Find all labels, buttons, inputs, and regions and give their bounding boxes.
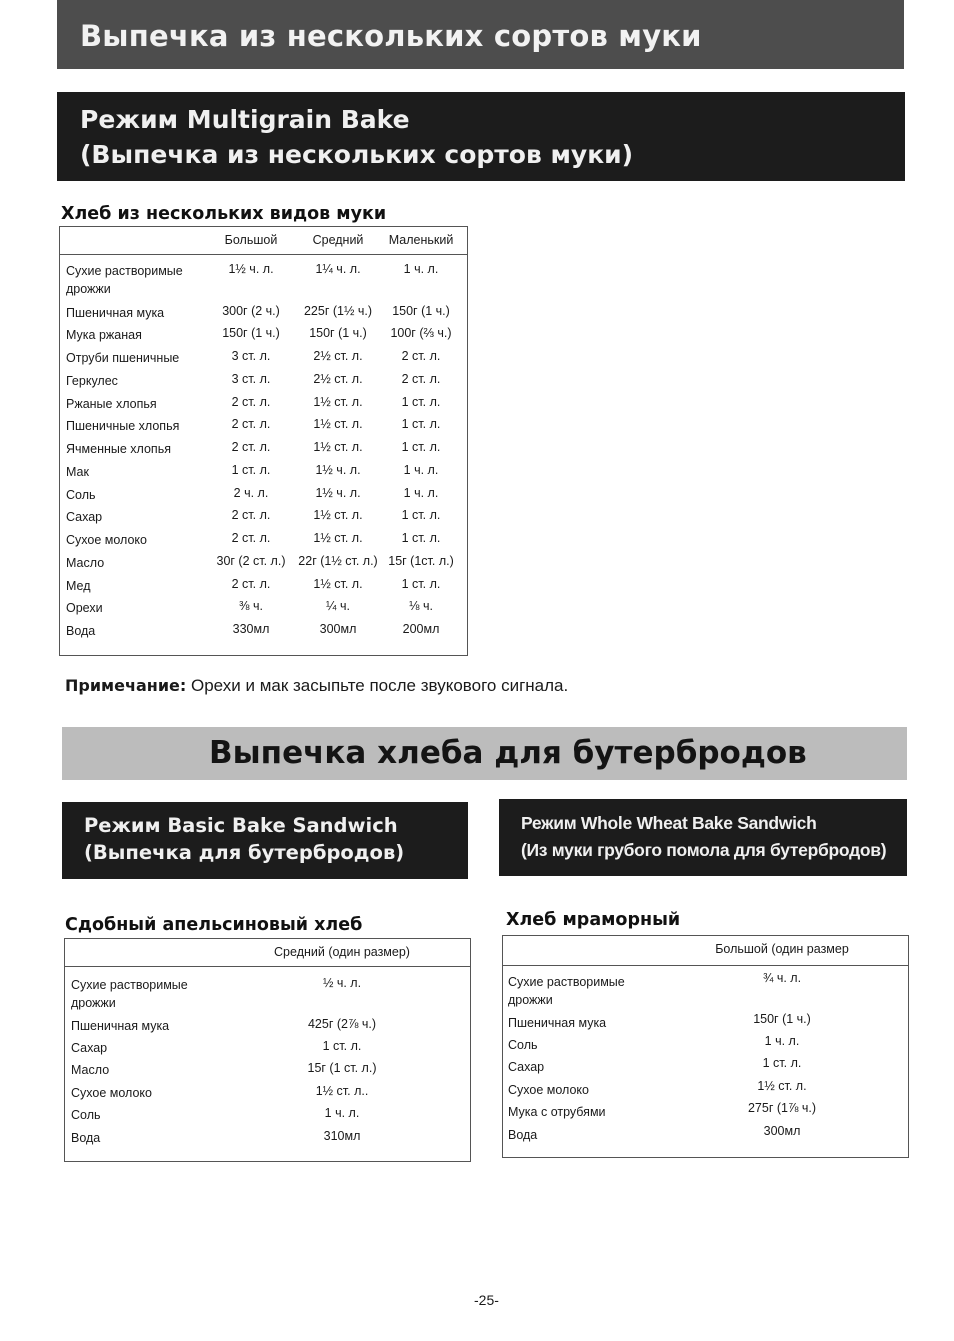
- ingredient-name: Сухие растворимые: [71, 978, 188, 992]
- ingredient-amount: 2 ст. л.: [401, 372, 441, 386]
- ingredient-amount: 1 ст. л.: [401, 395, 441, 409]
- column-header: Большой: [224, 233, 278, 247]
- multigrain-mode-line2: (Выпечка из нескольких сортов муки): [80, 140, 634, 169]
- ingredient-amount: 150г (1 ч.): [753, 1012, 811, 1026]
- ingredient-name: Отруби пшеничные: [66, 351, 180, 365]
- ingredient-name: Сухое молоко: [66, 533, 147, 547]
- ingredient-amount: 1¼ ч. л.: [315, 262, 361, 276]
- ingredient-amount: 1 ст. л.: [401, 440, 441, 454]
- sandwich-section-title: Выпечка хлеба для бутербродов: [62, 727, 907, 780]
- ingredient-amount: 2½ ст. л.: [313, 372, 363, 386]
- ingredient-name: Мука с отрубями: [508, 1105, 606, 1119]
- marble-table-title: Хлеб мраморный: [506, 910, 681, 930]
- ingredient-amount: 2 ст. л.: [231, 395, 271, 409]
- ingredient-amount: 1 ст. л.: [401, 508, 441, 522]
- ingredient-amount: 1½ ст. л.: [313, 577, 363, 591]
- ingredient-amount: 1 ч. л.: [403, 486, 439, 500]
- ingredient-amount: 15г (1ст. л.): [388, 554, 454, 568]
- basic-sandwich-mode-line1: Режим Basic Bake Sandwich: [84, 814, 398, 837]
- ingredient-name: Соль: [71, 1108, 101, 1122]
- ingredient-amount: 150г (1 ч.): [392, 304, 450, 318]
- ingredient-name: Масло: [71, 1063, 110, 1077]
- basic-sandwich-mode-heading: [62, 802, 468, 879]
- ingredient-name: Ячменные хлопья: [66, 442, 171, 456]
- column-header: Средний: [312, 233, 364, 247]
- column-header: Средний (один размер): [274, 945, 410, 959]
- ingredient-name: Сухое молоко: [71, 1086, 152, 1100]
- ingredient-name: дрожжи: [508, 993, 553, 1007]
- column-header: Большой (один размер: [715, 942, 849, 956]
- ingredient-amount: 310мл: [323, 1129, 361, 1143]
- ingredient-name: Пшеничная мука: [508, 1016, 607, 1030]
- ingredient-amount: 1 ч. л.: [403, 262, 439, 276]
- ingredient-amount: 100г (⅔ ч.): [390, 326, 452, 340]
- ingredient-amount: 1 ст. л.: [401, 417, 441, 431]
- ingredient-amount: 2½ ст. л.: [313, 349, 363, 363]
- ingredient-amount: 3 ст. л.: [231, 349, 271, 363]
- ingredient-amount: 2 ч. л.: [233, 486, 269, 500]
- multigrain-mode-line1: Режим Multigrain Bake: [80, 105, 410, 134]
- ingredient-amount: 1 ч. л.: [324, 1106, 360, 1120]
- ingredient-amount: 1 ст. л.: [401, 577, 441, 591]
- basic-sandwich-mode-line2: (Выпечка для бутербродов): [84, 841, 405, 864]
- ingredient-amount: ⅜ ч.: [239, 599, 263, 613]
- ingredient-name: Вода: [508, 1128, 538, 1142]
- ingredient-amount: 300мл: [319, 622, 357, 636]
- ingredient-name: Геркулес: [66, 374, 118, 388]
- multigrain-table-title: Хлеб из нескольких видов муки: [61, 204, 387, 224]
- ingredient-name: Мука ржаная: [66, 328, 142, 342]
- ingredient-amount: 1½ ст. л.: [313, 531, 363, 545]
- ingredient-amount: 1½ ч. л.: [228, 262, 274, 276]
- ingredient-amount: 1 ч. л.: [764, 1034, 800, 1048]
- ingredient-name: Мед: [66, 579, 91, 593]
- note-text: Орехи и мак засыпьте после звукового сигнала.: [186, 676, 569, 695]
- ingredient-name: Сахар: [508, 1060, 545, 1074]
- note-label: Примечание:: [65, 676, 187, 695]
- ingredient-name: Сухое молоко: [508, 1083, 589, 1097]
- page-title: Выпечка из нескольких сортов муки: [57, 0, 904, 69]
- ingredient-amount: 1 ст. л.: [322, 1039, 362, 1053]
- ingredient-amount: 300г (2 ч.): [222, 304, 280, 318]
- ingredient-amount: 2 ст. л.: [231, 577, 271, 591]
- orange-table: [64, 938, 471, 1162]
- whole-sandwich-mode-heading: [499, 799, 907, 876]
- ingredient-name: Сухие растворимые: [508, 975, 625, 989]
- ingredient-amount: 1½ ст. л.: [313, 395, 363, 409]
- marble-table: [502, 935, 909, 1158]
- ingredient-amount: ⅛ ч.: [409, 599, 433, 613]
- ingredient-amount: 200мл: [402, 622, 440, 636]
- ingredient-amount: ¾ ч. л.: [762, 971, 802, 985]
- ingredient-name: Соль: [66, 488, 96, 502]
- whole-sandwich-mode-line2: (Из муки грубого помола для бутербродов): [521, 840, 887, 860]
- ingredient-name: Пшеничная мука: [71, 1019, 170, 1033]
- ingredient-amount: 1 ст. л.: [231, 463, 271, 477]
- ingredient-amount: 30г (2 ст. л.): [216, 554, 286, 568]
- ingredient-name: Пшеничная мука: [66, 306, 165, 320]
- column-header: Маленький: [388, 233, 454, 247]
- ingredient-amount: ½ ч. л.: [322, 976, 362, 990]
- ingredient-name: Вода: [66, 624, 96, 638]
- ingredient-amount: 275г (1⅞ ч.): [747, 1101, 817, 1115]
- ingredient-name: Сухие растворимые: [66, 264, 183, 278]
- ingredient-amount: 425г (2⅞ ч.): [307, 1017, 377, 1031]
- ingredient-name: Соль: [508, 1038, 538, 1052]
- multigrain-table: [59, 226, 468, 656]
- ingredient-amount: 150г (1 ч.): [222, 326, 280, 340]
- ingredient-amount: 1½ ч. л.: [315, 463, 361, 477]
- whole-sandwich-mode-line1: Режим Whole Wheat Bake Sandwich: [521, 813, 817, 833]
- ingredient-name: Ржаные хлопья: [66, 397, 157, 411]
- ingredient-amount: 2 ст. л.: [231, 531, 271, 545]
- ingredient-name: Вода: [71, 1131, 101, 1145]
- ingredient-name: Масло: [66, 556, 105, 570]
- ingredient-amount: 1½ ч. л.: [315, 486, 361, 500]
- ingredient-amount: 3 ст. л.: [231, 372, 271, 386]
- ingredient-name: дрожжи: [66, 282, 111, 296]
- ingredient-amount: 1½ ст. л.: [757, 1079, 807, 1093]
- ingredient-amount: 330мл: [232, 622, 270, 636]
- page-number: -25-: [474, 1292, 499, 1308]
- ingredient-amount: 300мл: [763, 1124, 801, 1138]
- ingredient-amount: 2 ст. л.: [231, 440, 271, 454]
- ingredient-amount: 225г (1½ ч.): [303, 304, 373, 318]
- ingredient-name: дрожжи: [71, 996, 116, 1010]
- ingredient-name: Пшеничные хлопья: [66, 419, 180, 433]
- ingredient-amount: 15г (1 ст. л.): [307, 1061, 377, 1075]
- ingredient-name: Сахар: [71, 1041, 108, 1055]
- ingredient-amount: 2 ст. л.: [401, 349, 441, 363]
- ingredient-amount: ¼ ч.: [326, 599, 350, 613]
- orange-table-title: Сдобный апельсиновый хлеб: [65, 915, 363, 935]
- ingredient-amount: 2 ст. л.: [231, 417, 271, 431]
- ingredient-amount: 22г (1½ ст. л.): [298, 554, 378, 568]
- ingredient-name: Сахар: [66, 510, 103, 524]
- note: [65, 676, 568, 696]
- ingredient-amount: 1½ ст. л..: [315, 1084, 369, 1098]
- ingredient-amount: 1½ ст. л.: [313, 440, 363, 454]
- ingredient-amount: 1½ ст. л.: [313, 508, 363, 522]
- ingredient-amount: 1 ст. л.: [762, 1056, 802, 1070]
- ingredient-amount: 1 ч. л.: [403, 463, 439, 477]
- ingredient-amount: 1 ст. л.: [401, 531, 441, 545]
- multigrain-mode-heading: [57, 92, 905, 181]
- ingredient-name: Мак: [66, 465, 89, 479]
- ingredient-name: Орехи: [66, 601, 103, 615]
- ingredient-amount: 1½ ст. л.: [313, 417, 363, 431]
- ingredient-amount: 2 ст. л.: [231, 508, 271, 522]
- ingredient-amount: 150г (1 ч.): [309, 326, 367, 340]
